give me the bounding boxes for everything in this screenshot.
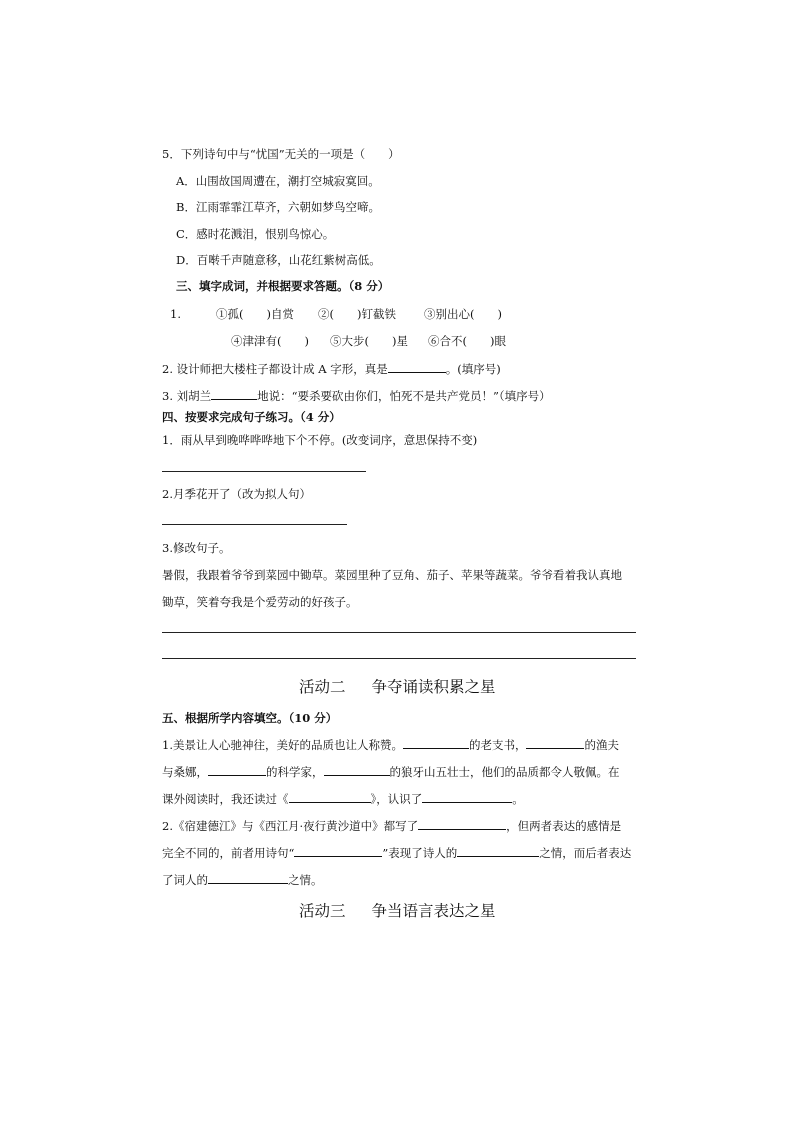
activity2-title: 争夺诵读积累之星 <box>371 678 496 696</box>
q5-option-c: C．感时花溅泪，恨别鸟惊心。 <box>176 227 335 241</box>
section5-text: 的狼牙山五壮士，他们的品质都令人敬佩。在 <box>389 765 620 779</box>
section5-text: 的科学家， <box>266 765 324 779</box>
answer-blank[interactable] <box>457 844 539 857</box>
activity3-title: 争当语言表达之星 <box>371 902 496 920</box>
fill-word-5: ⑤大步( )星 <box>330 334 408 348</box>
answer-blank[interactable] <box>388 360 446 373</box>
section4-q3: 3.修改句子。 <box>162 541 231 555</box>
section5-line3 <box>162 790 524 807</box>
answer-blank[interactable] <box>208 871 288 884</box>
section5-text: 了词人的 <box>162 873 208 887</box>
q5-option-b: B．江雨霏霏江草齐，六朝如梦鸟空啼。 <box>176 200 380 214</box>
section3-title: 三、填字成词，并根据要求答题。（8 分） <box>176 279 390 293</box>
section3-q3-suffix: 地说：“要杀要砍由你们，怕死不是共产党员！”（填序号） <box>257 389 551 403</box>
section5-line2 <box>162 763 620 780</box>
fill-word-2: ②( )钉截铁 <box>318 307 396 321</box>
answer-blank[interactable] <box>211 387 257 400</box>
section3-q2 <box>162 360 501 377</box>
section3-q3 <box>162 387 551 404</box>
section3-q1-number: 1. <box>170 307 181 321</box>
answer-line[interactable] <box>162 524 347 525</box>
activity3-heading <box>299 901 496 921</box>
section5-text: 与桑娜， <box>162 765 208 779</box>
answer-line[interactable] <box>162 658 636 659</box>
section5-text: ，但两者表达的感情是 <box>506 819 622 833</box>
section5-text: 之情。 <box>288 873 323 887</box>
fill-word-3: ③别出心( ) <box>424 307 502 321</box>
section3-q2-suffix: 。(填序号) <box>445 362 501 376</box>
answer-blank[interactable] <box>418 817 506 830</box>
section4-q3-passage-line2: 锄草，笑着夸我是个爱劳动的好孩子。 <box>162 595 358 609</box>
answer-blank[interactable] <box>289 790 371 803</box>
activity3-label: 活动三 <box>299 902 346 920</box>
section5-line1 <box>162 736 619 753</box>
section5-text: 完全不同的，前者用诗句“ <box>162 846 295 860</box>
fill-word-1: ①孤( )自赏 <box>216 307 294 321</box>
section5-text: 。 <box>512 792 524 806</box>
answer-line[interactable] <box>162 471 366 472</box>
q5-option-d: D．百啭千声随意移，山花红紫树高低。 <box>176 253 381 267</box>
section5-title: 五、根据所学内容填空。（10 分） <box>162 711 338 725</box>
section5-line4 <box>162 817 621 834</box>
activity2-heading <box>299 677 496 697</box>
section5-text: 》，认识了 <box>370 792 423 806</box>
fill-word-6: ⑥合不( )眼 <box>428 334 506 348</box>
answer-blank[interactable] <box>403 736 469 749</box>
section4-q3-passage-line1: 暑假，我跟着爷爷到菜园中锄草。菜园里种了豆角、茄子、苹果等蔬菜。爷爷看着我认真地 <box>162 568 622 582</box>
section5-line6 <box>162 871 323 888</box>
section5-text: 2.《宿建德江》与《西江月·夜行黄沙道中》都写了 <box>162 819 419 833</box>
answer-blank[interactable] <box>526 736 584 749</box>
section5-text: 之情，而后者表达 <box>539 846 632 860</box>
section5-text: 的渔夫 <box>584 738 619 752</box>
section5-text: ”表现了诗人的 <box>382 846 458 860</box>
answer-blank[interactable] <box>422 790 512 803</box>
section4-q1: 1．雨从早到晚哗哗哗地下个不停。(改变词序，意思保持不变) <box>162 433 478 447</box>
q5-option-a: A．山围故国周遭在，潮打空城寂寞回。 <box>176 174 380 188</box>
section3-q3-text: 3. 刘胡兰 <box>162 389 212 403</box>
answer-blank[interactable] <box>324 763 390 776</box>
answer-blank[interactable] <box>294 844 382 857</box>
q5-stem: 5．下列诗句中与“忧国”无关的一项是（ ） <box>162 147 400 161</box>
answer-line[interactable] <box>162 632 636 633</box>
section5-text: 1.美景让人心驰神往，美好的品质也让人称赞。 <box>162 738 403 752</box>
fill-word-4: ④津津有( ) <box>231 334 309 348</box>
section4-title: 四、按要求完成句子练习。（4 分） <box>162 410 341 424</box>
answer-blank[interactable] <box>208 763 266 776</box>
section5-text: 的老支书， <box>468 738 527 752</box>
section4-q2: 2.月季花开了（改为拟人句） <box>162 487 311 501</box>
section3-q2-text: 2. 设计师把大楼柱子都设计成 A 字形，真是 <box>162 362 388 376</box>
section5-text: 课外阅读时，我还读过《 <box>162 792 289 806</box>
activity2-label: 活动二 <box>299 678 346 696</box>
section5-line5 <box>162 844 631 861</box>
